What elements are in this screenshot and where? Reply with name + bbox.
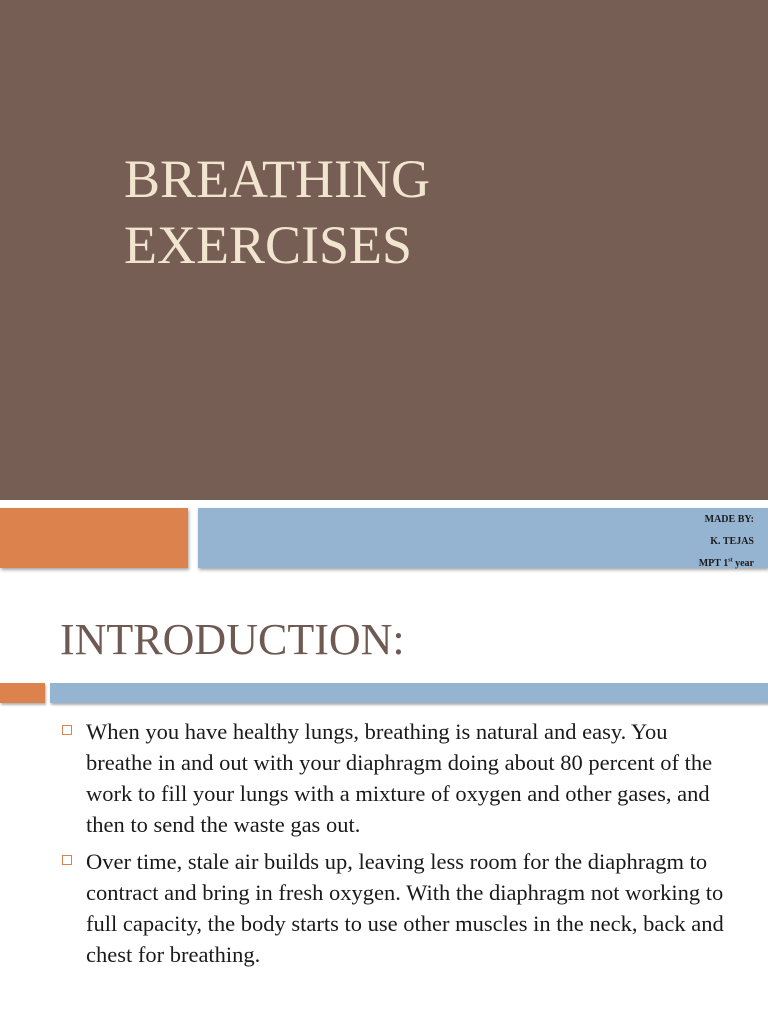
blue-divider-bar xyxy=(50,683,768,703)
author-credits xyxy=(699,509,754,575)
orange-divider-bar xyxy=(0,683,45,703)
bullet-item xyxy=(0,716,768,840)
square-bullet-icon xyxy=(62,725,72,735)
square-bullet-icon xyxy=(62,855,72,865)
slide-title xyxy=(124,146,430,278)
bullet-list xyxy=(0,716,768,976)
course-superscript: st xyxy=(728,557,733,564)
author-name: K. TEJAS xyxy=(710,536,754,547)
author-course xyxy=(699,553,754,575)
slide-title-line-2: EXERCISES xyxy=(124,215,413,275)
title-panel xyxy=(0,0,768,500)
bullet-text: Over time, stale air builds up, leaving less room for the diaphragm to contract and bring in fresh oxygen. With the diaphragm not working to full capacity, the body starts to use other muscles in the neck, back and chest for breathing. xyxy=(86,849,724,967)
bullet-item xyxy=(0,846,768,970)
introduction-heading: INTRODUCTION: xyxy=(60,615,405,664)
made-by-label: MADE BY: xyxy=(704,514,754,525)
introduction-slide xyxy=(0,576,768,1024)
slide-title-line-1: BREATHING xyxy=(124,149,430,209)
blue-accent-bar xyxy=(198,508,768,568)
bullet-text: When you have healthy lungs, breathing is natural and easy. You breathe in and out with your diaphragm doing about 80 percent of the work to fill your lungs with a mixture of oxygen and other gases, and then to send the waste gas out. xyxy=(86,719,713,837)
course-suffix: year xyxy=(732,558,754,569)
orange-accent-bar xyxy=(0,508,188,568)
course-prefix: MPT 1 xyxy=(698,558,729,569)
